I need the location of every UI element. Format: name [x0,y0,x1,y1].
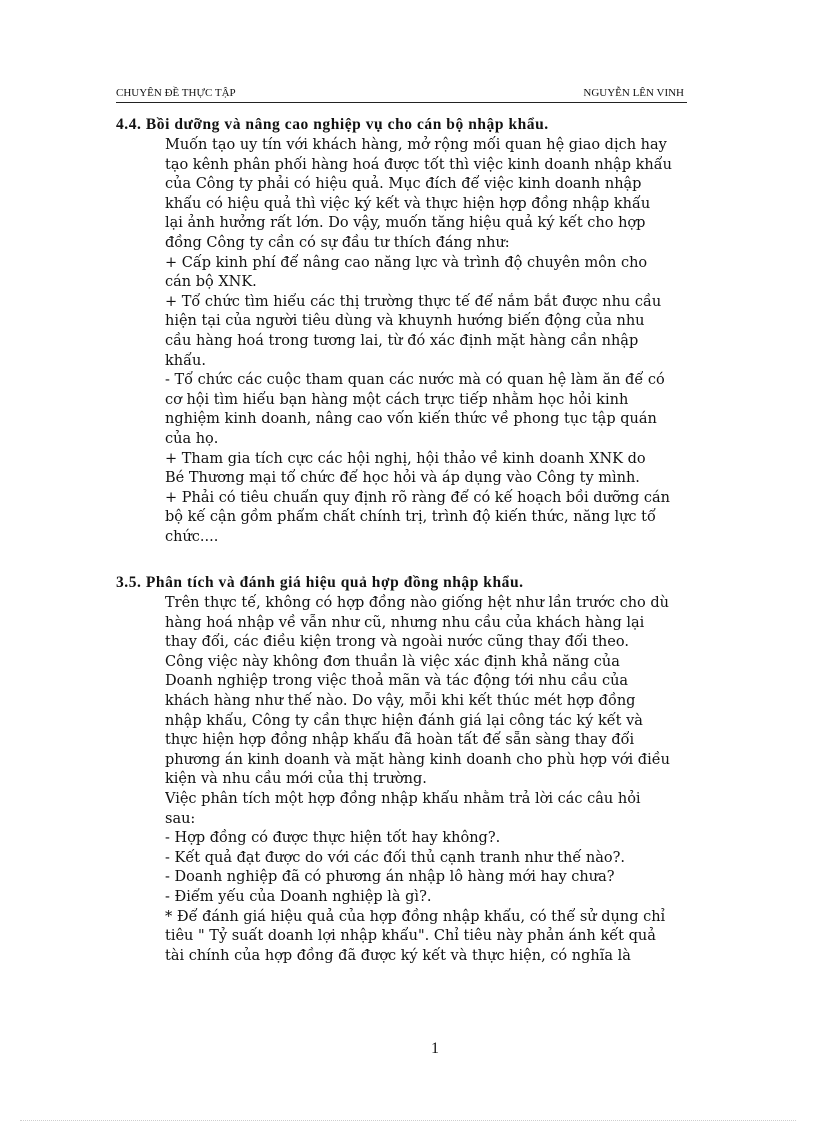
page-bottom-divider [20,1120,796,1121]
text-line: khẩu có hiệu quả thì việc ký kết và thực hiện hợp đồng nhập khẩu [165,195,651,212]
text-line: Muốn tạo uy tín với khách hàng, mở rộng mối quan hệ giao dịch hay [165,137,667,153]
text-line: - Điểm yếu của Doanh nghiệp là gì?. [165,888,432,905]
section-3-5-heading: 3.5. Phân tích và đánh giá hiệu quả hợp đồng nhập khẩu. [116,574,524,591]
text-line: tạo kênh phân phối hàng hoá được tốt thì việc kinh doanh nhập khẩu [165,156,672,173]
text-line: Công việc này không đơn thuần là việc xác định khả năng của [165,653,620,670]
text-line: * Để đánh giá hiệu quả của hợp đồng nhập khẩu, có thể sử dụng chỉ [165,908,666,925]
text-line: - Tổ chức các cuộc tham quan các nước mà có quan hệ làm ăn để có [165,372,665,389]
section-4-4-heading: 4.4. Bồi dưỡng và nâng cao nghiệp vụ cho cán bộ nhập khẩu. [116,116,549,133]
text-line: chức.... [165,528,219,545]
header-right: NGUYỄN LÊN VINH [583,87,684,99]
text-line: + Phải có tiêu chuẩn quy định rõ ràng để có kế hoạch bồi dưỡng cán [165,489,670,506]
text-line: - Doanh nghiệp đã có phương án nhập lô hàng mới hay chưa? [165,869,615,886]
text-line: nghiệm kinh doanh, nâng cao vốn kiến thức về phong tục tập quán [165,411,657,428]
text-line: hiện tại của người tiêu dùng và khuynh hướng biến động của nhu [165,313,645,330]
text-line: - Kết quả đạt được do với các đối thủ cạnh tranh như thế nào?. [165,849,625,866]
text-line: khách hàng như thế nào. Do vậy, mỗi khi kết thúc mét hợp đồng [165,692,636,709]
text-line: tiêu " Tỷ suất doanh lợi nhập khẩu". Chỉ tiêu này phản ánh kết quả [165,928,656,945]
text-line: + Cấp kinh phí để nâng cao năng lực và trình độ chuyên môn cho [165,254,648,271]
text-line: + Tham gia tích cực các hội nghị, hội thảo về kinh doanh XNK do [165,450,646,467]
text-line: phương án kinh doanh và mặt hàng kinh doanh cho phù hợp với điều [165,751,670,768]
text-line: cơ hội tìm hiểu bạn hàng một cách trực tiếp nhằm học hỏi kinh [165,391,629,408]
text-line: của Công ty phải có hiệu quả. Mục đích để việc kinh doanh nhập [165,176,642,193]
text-line: đồng Công ty cần có sự đầu tư thích đáng như: [165,234,510,251]
text-line: nhập khẩu, Công ty cần thực hiện đánh giá lại công tác ký kết và [165,712,643,729]
text-line: khẩu. [165,352,206,369]
text-line: thay đổi, các điều kiện trong và ngoài nước cũng thay đổi theo. [165,634,629,651]
text-line: bộ kế cận gồm phẩm chất chính trị, trình độ kiến thức, năng lực tổ [165,509,656,526]
text-line: của họ. [165,430,219,447]
page-header [116,86,687,103]
text-line: Việc phân tích một hợp đồng nhập khẩu nhằm trả lời các câu hỏi [165,790,641,807]
text-line: Trên thực tế, không có hợp đồng nào giống hệt như lần trước cho dù [165,595,669,611]
section-3-5-body [165,594,775,966]
text-line: cán bộ XNK. [165,274,257,291]
text-line: sau: [165,810,196,827]
text-line: kiện và nhu cầu mới của thị trường. [165,771,427,788]
header-left: CHUYÊN ĐỀ THỰC TẬP [116,87,236,99]
text-line: lại ảnh hưởng rất lớn. Do vậy, muốn tăng hiệu quả ký kết cho hợp [165,215,646,232]
text-line: Doanh nghiệp trong việc thoả mãn và tác động tới nhu cầu của [165,673,629,690]
text-line: Bé Thương mại tổ chức để học hỏi và áp dụng vào Công ty mình. [165,470,640,487]
text-line: - Hợp đồng có được thực hiện tốt hay không?. [165,830,501,847]
text-line: hàng hoá nhập về vẫn như cũ, nhưng nhu cầu của khách hàng lại [165,614,645,631]
text-line: + Tổ chức tìm hiểu các thị trường thực tế để nắm bắt được nhu cầu [165,293,662,310]
page-number: 1 [431,1040,439,1057]
text-line: thực hiện hợp đồng nhập khẩu đã hoàn tất để sẵn sàng thay đổi [165,732,635,749]
text-line: tài chính của hợp đồng đã được ký kết và thực hiện, có nghĩa là [165,947,631,964]
text-line: cầu hàng hoá trong tương lai, từ đó xác định mặt hàng cần nhập [165,332,639,349]
section-4-4-body [165,136,775,547]
